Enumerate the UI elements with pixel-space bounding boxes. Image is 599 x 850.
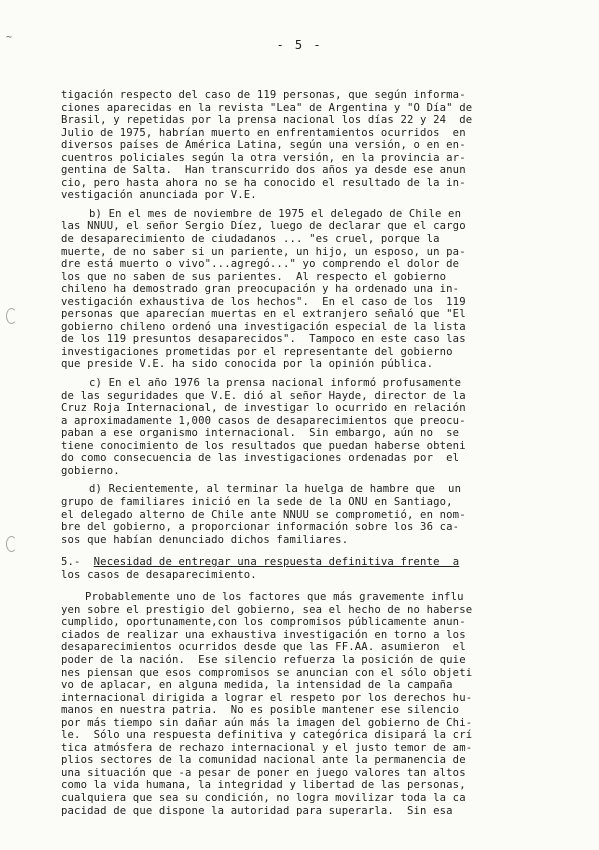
text-line: investigaciones prometidas por el representante del gobierno — [61, 345, 453, 358]
text-line: Brasil, y repetidas por la prensa nacional los días 22 y 24 de — [61, 114, 473, 127]
paragraph-b — [61, 208, 581, 371]
section-heading-line — [61, 556, 581, 569]
text-line: tica atmósfera de rechazo internacional y el justo temor de am- — [61, 741, 473, 754]
text-line: paban a ese organismo internacional. Sin embargo, aún no se — [61, 427, 460, 440]
text-line: Cruz Roja Internacional, de investigar lo ocurrido en relación — [61, 402, 466, 415]
text-line: do como consecuencia de las investigaciones ordenadas por el — [61, 452, 460, 465]
text-line: personas que aparecían muertas en el extranjero señaló que "El — [61, 308, 466, 321]
text-line: Probablemente uno de los factores que más gravemente influ — [85, 591, 464, 604]
page-number: - 5 - — [276, 38, 323, 52]
text-line: bre del gobierno, a proporcionar información sobre los 36 ca- — [61, 521, 460, 534]
document-body — [61, 89, 581, 817]
text-line: muerte, de no saber si un pariente, un hijo, un esposo, un pa- — [61, 245, 466, 258]
paragraph-a-continuation — [61, 89, 581, 202]
text-line: dre está muerto o vivo"...agregó..." yo comprendo el dolor de — [61, 258, 460, 271]
text-line: grupo de familiares inició en la sede de la ONU en Santiago, — [61, 495, 453, 508]
text-line: d) Recientemente, al terminar la huelga de hambre que un — [89, 483, 462, 496]
text-line: de las seguridades que V.E. dió al señor Hayde, director de la — [61, 389, 466, 402]
text-line: los que no saben de sus parientes. Al respecto el gobierno — [61, 270, 447, 283]
paragraph-d — [61, 483, 581, 546]
text-line: gobierno chileno ordenó una investigación especial de la lista — [61, 320, 466, 333]
section-title-line-1: Necesidad de entregar una respuesta definitiva frente a — [93, 556, 460, 569]
text-line: de desaparecimiento de ciudadanos ... "es cruel, porque la — [61, 233, 440, 246]
text-line: por más tiempo sin dañar aún más la imagen del gobierno de Chi- — [61, 716, 473, 729]
punch-hole-mark — [6, 308, 17, 324]
text-line: desaparecimientos ocurridos desde que las FF.AA. asumieron el — [61, 641, 466, 654]
text-line: vo de aplacar, en alguna medida, la intensidad de la campaña — [61, 679, 453, 692]
text-line: vestigación exhaustiva de los hechos". En el caso de los 119 — [61, 295, 466, 308]
text-line: sos que habían denunciado dichos familiares. — [61, 533, 349, 546]
text-line: poder de la nación. Ese silencio refuerza la posición de quie — [61, 653, 466, 666]
text-line: Julio de 1975, habrían muerto en enfrentamientos ocurridos en — [61, 126, 466, 139]
text-line: ciones aparecidas en la revista "Lea" de Argentina y "O Día" de — [61, 101, 473, 114]
text-line: b) En el mes de noviembre de 1975 el delegado de Chile en — [89, 207, 462, 220]
text-line: nes piensan que esos compromisos se anuncian con el sólo objeti — [61, 666, 473, 679]
text-line: cumplido, oportunamente,con los compromisos públicamente anun- — [61, 616, 466, 629]
text-line: a aproximadamente 1,000 casos de desaparecimientos que preocu- — [61, 414, 466, 427]
margin-mark: ~ — [6, 32, 13, 43]
punch-hole-mark — [6, 536, 17, 552]
text-line: las NNUU, el señor Sergio Díez, luego de declarar que el cargo — [61, 220, 466, 233]
paragraph-5 — [61, 591, 581, 817]
text-line: gobierno. — [61, 464, 120, 477]
text-line: pacidad de que dispone la autoridad para superarla. Sin esa — [61, 804, 453, 817]
text-line: cualquiera que sea su condición, no logra movilizar toda la ca — [61, 791, 466, 804]
text-line: tiene conocimiento de los resultados que puedan haberse obteni — [61, 439, 466, 452]
text-line: le. Sólo una respuesta definitiva y categórica disipará la crí — [61, 729, 473, 742]
text-line: internacional dirigida a lograr el respeto por los derechos hu- — [61, 691, 473, 704]
text-line: ciados de realizar una exhaustiva investigación en torno a los — [61, 628, 466, 641]
text-line: el delegado alterno de Chile ante NNUU se comprometió, en nom- — [61, 508, 466, 521]
text-line: manos en nuestra patria. No es posible mantener ese silencio — [61, 704, 460, 717]
section-number: 5.- — [61, 556, 81, 569]
text-line: gentina de Salta. Han transcurrido dos años ya desde ese anun — [61, 164, 466, 177]
text-line: plios sectores de la comunidad nacional ante la permanencia de — [61, 754, 466, 767]
text-line: cuentros policiales según la otra versión, en la provincia ar- — [61, 151, 466, 164]
text-line: que preside V.E. ha sido conocida por la opinión pública. — [61, 358, 434, 371]
text-line: cio, pero hasta ahora no se ha conocido el resultado de la in- — [61, 176, 466, 189]
text-line: de los 119 presuntos desaparecidos". Tampoco en este caso las — [61, 333, 466, 346]
text-line: diversos países de América Latina, según una versión, o en en- — [61, 139, 466, 152]
text-line: como la vida humana, la integridad y libertad de las personas, — [61, 779, 466, 792]
text-line: chileno ha demostrado gran preocupación y ha ordenado una in- — [61, 283, 460, 296]
section-title-line-2: los casos de desaparecimiento. — [61, 568, 257, 581]
text-line: vestigación anunciada por V.E. — [61, 189, 257, 202]
text-line: una situación que -a pesar de poner en juego valores tan altos — [61, 766, 466, 779]
section-heading — [61, 556, 581, 581]
text-line: tigación respecto del caso de 119 personas, que según informa- — [61, 89, 466, 101]
text-line: c) En el año 1976 la prensa nacional informó profusamente — [89, 377, 462, 390]
paragraph-c — [61, 377, 581, 477]
text-line: yen sobre el prestigio del gobierno, sea el hecho de no haberse — [61, 603, 473, 616]
